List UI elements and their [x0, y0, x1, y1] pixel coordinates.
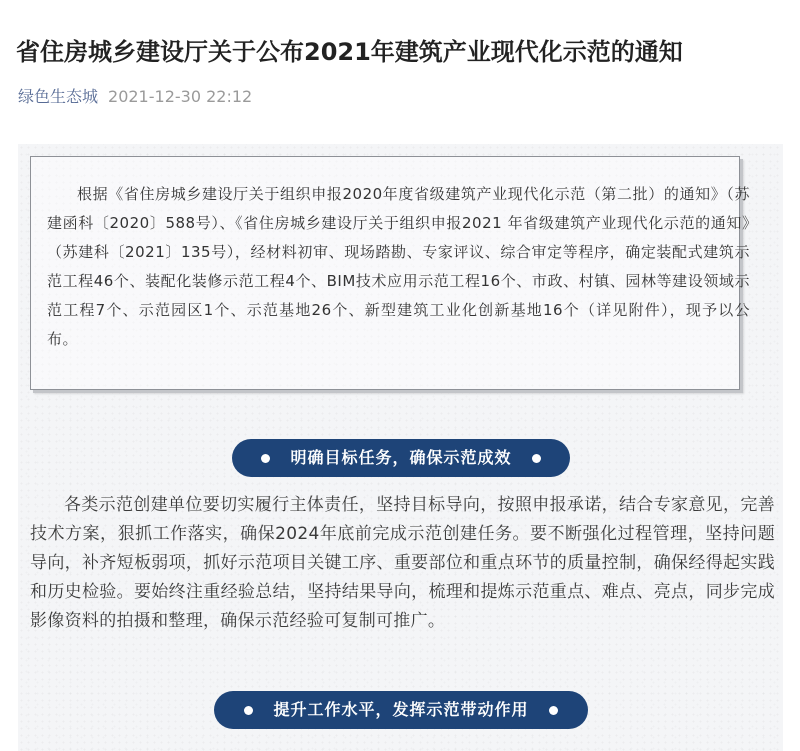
author-link[interactable]: 绿色生态城 [18, 87, 99, 106]
section-heading-label: 提升工作水平，发挥示范带动作用 [273, 700, 529, 719]
article-title: 省住房城乡建设厅关于公布2021年建筑产业现代化示范的通知 [16, 38, 683, 66]
article-meta [18, 84, 252, 110]
section-paragraph: 各类示范创建单位要切实履行主体责任，坚持目标导向，按照申报承诺，结合专家意见，完善技术方案，狠抓工作落实，确保2024年底前完成示范创建任务。要不断强化过程管理，坚持问题导向，补齐短板弱项，抓好示范项目关键工序、重要部位和重点环节的质量控制，确保经得起实践和历史检验。要始终注重经验总结，坚持结果导向，梳理和提炼示范重点、难点、亮点，同步完成影像资料的拍摄和整理，确保示范经验可复制可推广。 [30, 495, 775, 631]
bullet-dot-icon [244, 706, 253, 715]
bullet-dot-icon [549, 706, 558, 715]
section-heading-label: 明确目标任务，确保示范成效 [290, 448, 512, 467]
publish-time: 2021-12-30 22:12 [108, 87, 253, 106]
notice-text: 根据《省住房城乡建设厅关于组织申报2020年度省级建筑产业现代化示范（第二批）的通知》（苏建函科〔2020〕588号）、《省住房城乡建设厅关于组织申报2021 年省级建筑产业现代化示范的通知》（苏建科〔2021〕135号），经材料初审、现场踏勘、专家评议、综合审定等程序，确定装配式建筑示范工程46个、装配化装修示范工程4个、BIM技术应用示范工程16个、市政、村镇、园林等建设领域示范工程7个、示范园区1个、示范基地26个、新型建筑工业化创新基地16个（详见附件），现予以公布。 [47, 185, 750, 348]
bullet-dot-icon [532, 454, 541, 463]
section-heading-level [214, 691, 588, 729]
bullet-dot-icon [261, 454, 270, 463]
section-heading-targets [232, 439, 570, 477]
